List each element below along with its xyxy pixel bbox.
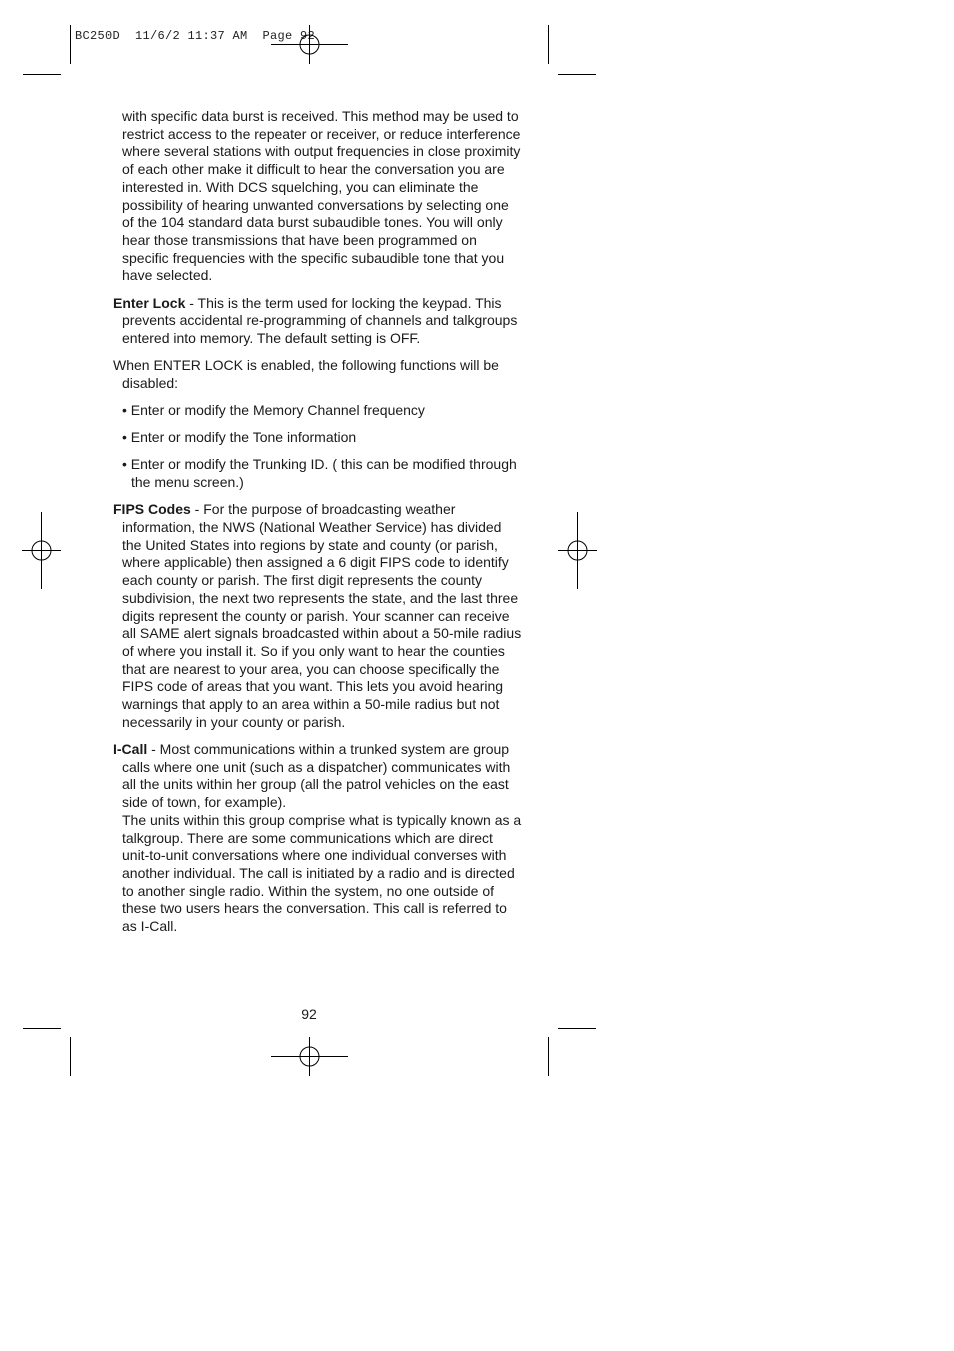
enter-lock-definition: - This is the term used for locking the keypad. This prevents accidental re-programming of channels and talkgroups entered into memory. The default setting is OFF. — [122, 294, 518, 346]
bullet-item: • Enter or modify the Tone information — [122, 429, 357, 446]
i-call-definition-continued: The units within this group comprise what is typically known as a talkgroup. There are some communications which are direct unit-to-unit conversations where one individual converses with another individual. The call is initiated by a radio and is directed to another single radio. Within the system, no one outside of these two users hears the conversation. This call is referred to as I-Call. — [122, 811, 522, 935]
page-number: 92 — [301, 1006, 317, 1022]
bullet-item: • Enter or modify the Memory Channel frequency — [122, 402, 425, 419]
bullet-item: • Enter or modify the Trunking ID. ( this can be modified through the menu screen.) — [122, 456, 517, 491]
body-text — [113, 108, 523, 945]
i-call-term: I-Call — [113, 741, 148, 757]
print-slug: BC250D 11/6/2 11:37 AM Page 92 — [75, 29, 316, 43]
fips-codes-term: FIPS Codes — [113, 501, 191, 518]
enter-lock-term: Enter Lock — [113, 294, 186, 311]
fips-codes-paragraph — [113, 501, 523, 731]
i-call-definition: - Most communications within a trunked system are group calls where one unit (such as a dispatcher) communicates with all the units within her group (all the patrol vehicles on the east side of town, for example). — [122, 741, 511, 811]
dcs-continuation-paragraph: with specific data burst is received. This method may be used to restrict access to the repeater or receiver, or reduce interference where several stations with output frequencies in close proximity of each other make it difficult to hear the conversation you are interested in. With DCS squelching, you can eliminate the possibility of hearing unwanted conversations by selecting one of the 104 standard data burst subaudible tones. You will only hear those transmissions that have been programmed on specific frequencies with the specific subaudible tone that you have selected. — [122, 108, 521, 284]
enter-lock-paragraph — [113, 295, 523, 348]
i-call-paragraph — [113, 741, 523, 936]
enter-lock-note: When ENTER LOCK is enabled, the following functions will be disabled: — [113, 357, 499, 391]
fips-codes-definition: - For the purpose of broadcasting weather information, the NWS (National Weather Service) has divided the United States into regions by state and county (or parish, where applicable) then assigned a 6 digit FIPS code to identify each county or parish. The first digit represents the county subdivision, the next two represents the state, and the last three digits represent the county or parish. Your scanner can receive all SAME alert signals broadcasted within about a 50-mile radius of where you install it. So if you only want to hear the counties that are nearest to your area, you can choose specifically the FIPS code of areas that you want. This lets you avoid hearing warnings that apply to an area within a 50-mile radius but not necessarily in your county or parish. — [122, 501, 522, 730]
